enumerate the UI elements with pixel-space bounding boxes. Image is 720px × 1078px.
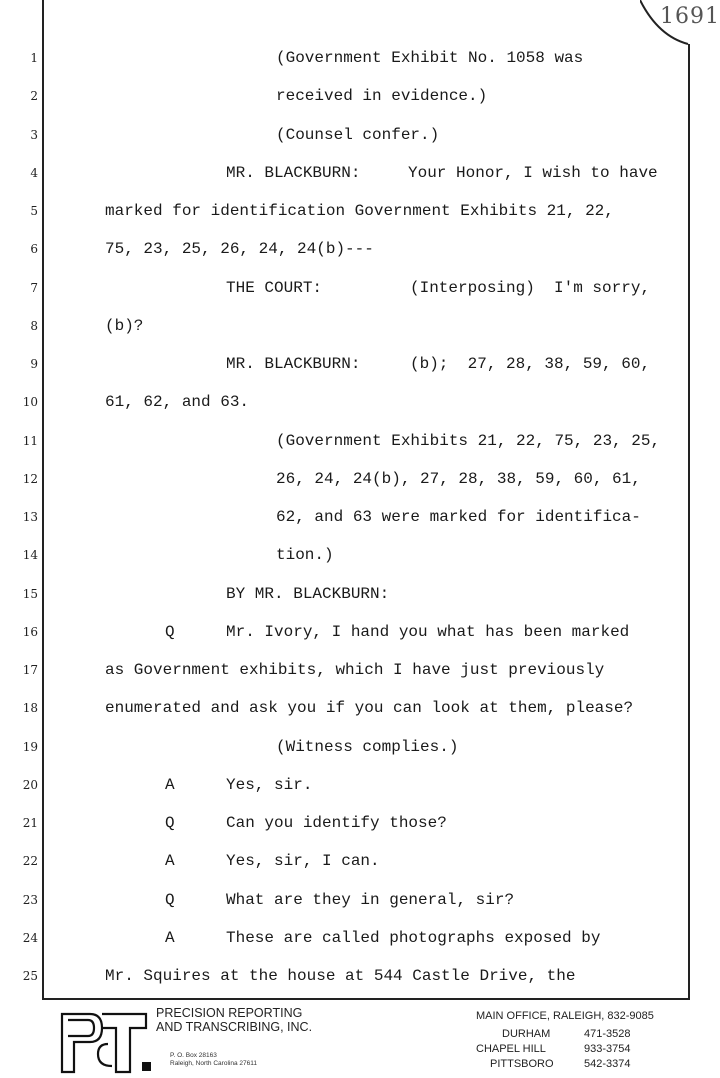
left-margin-rule <box>42 0 44 1000</box>
line-number: 20 <box>22 777 38 792</box>
transcript-text: These are called photographs exposed by <box>226 928 601 947</box>
transcript-text: Mr. Squires at the house at 544 Castle Drive, the <box>105 967 576 985</box>
transcript-text: 61, 62, and 63. <box>105 393 250 412</box>
transcript-text: 75, 23, 25, 26, 24, 24(b)--- <box>105 240 374 259</box>
transcript-text: Yes, sir, I can. <box>226 852 380 871</box>
transcript-text: Yes, sir. <box>226 775 313 794</box>
transcript-text: (Interposing) I'm sorry, <box>410 278 651 297</box>
transcript-text: A <box>165 775 175 794</box>
line-number: 6 <box>30 242 38 257</box>
transcript-text: Your Honor, I wish to have <box>408 163 658 182</box>
line-number: 15 <box>22 586 38 601</box>
office-city: DURHAM <box>502 1028 551 1040</box>
company-name-line2: AND TRANSCRIBING, INC. <box>156 1020 313 1034</box>
company-name-line1: PRECISION REPORTING <box>156 1006 303 1020</box>
line-number: 13 <box>22 510 38 524</box>
transcript-text: (b)? <box>105 316 144 335</box>
line-number: 24 <box>22 930 38 945</box>
transcript-text: enumerated and ask you if you can look at them, please? <box>105 699 634 718</box>
line-number: 25 <box>22 969 38 983</box>
transcript-text: Q <box>165 622 175 641</box>
transcript-text: What are they in general, sir? <box>226 890 515 909</box>
line-number: 3 <box>30 127 38 142</box>
company-logo <box>58 1006 154 1074</box>
right-margin-rule <box>688 44 690 1000</box>
transcript-text: MR. BLACKBURN: <box>226 163 361 182</box>
line-number: 7 <box>30 280 38 295</box>
office-phone: 542-3374 <box>584 1058 631 1070</box>
transcript-text: 26, 24, 24(b), 27, 28, 38, 59, 60, 61, <box>276 469 641 488</box>
transcript-text: Can you identify those? <box>226 814 447 832</box>
office-city: CHAPEL HILL <box>476 1043 546 1055</box>
address-line1: P. O. Box 28163 <box>170 1052 217 1059</box>
transcript-text: tion.) <box>276 546 334 565</box>
office-city: PITTSBORO <box>490 1058 554 1070</box>
page-corner-curve <box>640 0 720 50</box>
transcript-text: received in evidence.) <box>276 87 488 106</box>
transcript-text: MR. BLACKBURN: <box>226 355 361 373</box>
bottom-rule <box>42 998 690 1000</box>
line-number: 18 <box>22 701 38 716</box>
address-line2: Raleigh, North Carolina 27611 <box>170 1060 257 1067</box>
line-number: 22 <box>22 854 38 869</box>
line-number: 9 <box>30 357 38 371</box>
page-number: 1691 <box>660 4 720 29</box>
transcript-text: A <box>165 852 175 871</box>
transcript-text: Mr. Ivory, I hand you what has been marked <box>226 622 630 641</box>
transcript-text: BY MR. BLACKBURN: <box>226 584 390 603</box>
line-number: 16 <box>22 624 38 639</box>
transcript-text: 62, and 63 were marked for identifica- <box>276 508 641 526</box>
transcript-text: A <box>165 928 175 947</box>
line-number: 19 <box>22 739 38 754</box>
transcript-text: (Government Exhibit No. 1058 was <box>276 49 584 67</box>
transcript-text: THE COURT: <box>226 278 323 297</box>
footer <box>0 1002 720 1078</box>
office-phone: 933-3754 <box>584 1043 631 1055</box>
line-number: 10 <box>22 395 38 410</box>
line-number: 5 <box>30 204 38 218</box>
transcript-text: (Witness complies.) <box>276 737 459 756</box>
transcript-text: (b); 27, 28, 38, 59, 60, <box>410 355 651 373</box>
transcript-text: Q <box>165 890 175 909</box>
line-number: 2 <box>30 89 38 104</box>
transcript-text: Q <box>165 814 175 832</box>
main-office: MAIN OFFICE, RALEIGH, 832-9085 <box>476 1010 654 1022</box>
line-number: 21 <box>22 816 38 830</box>
line-number: 14 <box>22 548 38 563</box>
transcript-text: as Government exhibits, which I have just previously <box>105 661 605 679</box>
line-number: 23 <box>22 892 38 907</box>
transcript-text: (Counsel confer.) <box>276 125 440 144</box>
line-number: 11 <box>22 433 38 448</box>
line-number: 12 <box>22 471 38 486</box>
line-number: 4 <box>30 165 38 180</box>
transcript-text: (Government Exhibits 21, 22, 75, 23, 25, <box>276 431 661 450</box>
company-address <box>170 1052 257 1068</box>
line-number: 1 <box>30 51 38 65</box>
line-number: 17 <box>22 663 38 677</box>
line-number: 8 <box>30 318 38 333</box>
company-name <box>156 1006 312 1034</box>
office-phone: 471-3528 <box>584 1028 631 1040</box>
transcript-text: marked for identification Government Exhibits 21, 22, <box>105 202 614 220</box>
